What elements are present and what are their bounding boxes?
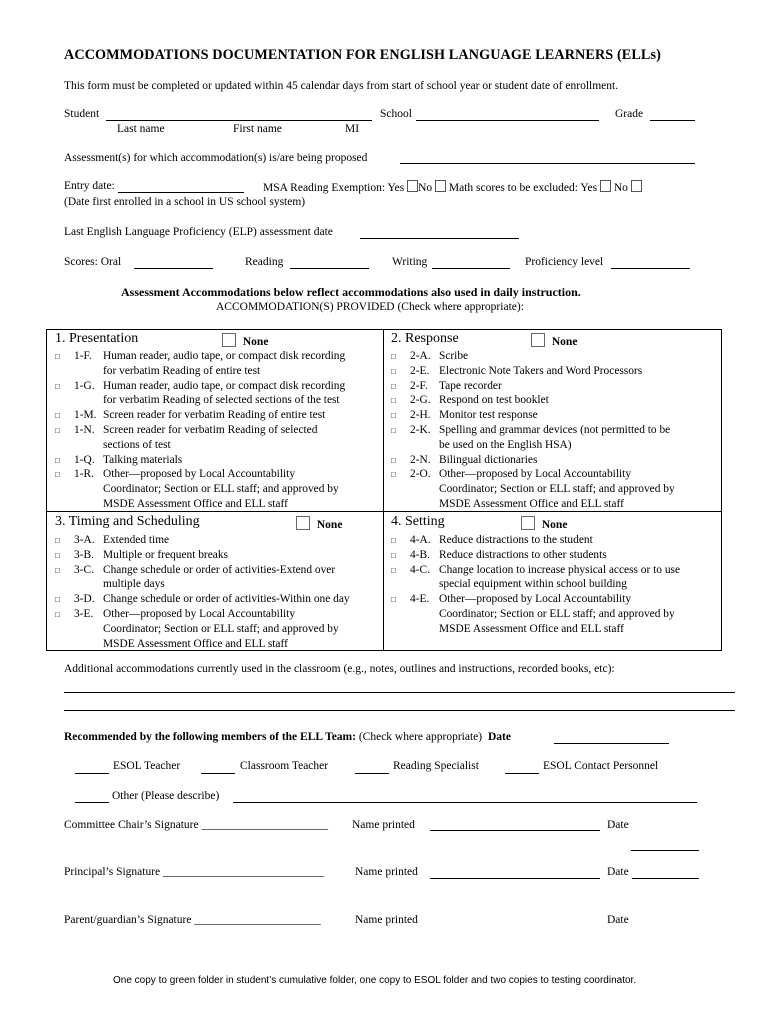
presentation-none-checkbox[interactable]	[222, 333, 236, 347]
response-item-checkbox[interactable]: □	[391, 396, 396, 406]
mi-label: MI	[345, 123, 360, 135]
setting-item-text: Reduce distractions to the student	[439, 534, 593, 546]
timing-item-checkbox[interactable]: □	[55, 565, 60, 575]
presentation-item-checkbox[interactable]: □	[55, 352, 60, 361]
msa-yes-label: MSA Reading Exemption: Yes	[263, 182, 405, 194]
response-item-checkbox[interactable]: □	[391, 470, 396, 480]
response-item-checkbox[interactable]: □	[391, 352, 396, 361]
section-presentation-title: 1. Presentation	[55, 331, 139, 346]
esol-contact-label: ESOL Contact Personnel	[543, 760, 659, 772]
grade-label: Grade	[615, 108, 644, 120]
other-member-check[interactable]	[75, 802, 109, 803]
timing-item-text: Multiple or frequent breaks	[103, 548, 228, 561]
timing-item-code: 3-E.	[74, 608, 94, 620]
presentation-item-code: 1-F.	[74, 350, 92, 362]
additional-line-2[interactable]	[64, 710, 735, 711]
parent-date-label: Date	[607, 914, 629, 926]
timing-item-checkbox[interactable]: □	[55, 595, 60, 605]
presentation-item-code: 1-R.	[74, 468, 94, 481]
esol-teacher-label: ESOL Teacher	[113, 760, 181, 772]
other-member-label: Other (Please describe)	[112, 790, 220, 802]
math-yes-checkbox[interactable]	[600, 180, 611, 192]
presentation-item-text: Human reader, audio tape, or compact disk recording	[103, 350, 346, 362]
entry-date-field[interactable]	[118, 192, 244, 193]
other-member-field[interactable]	[233, 802, 697, 803]
reading-specialist-label: Reading Specialist	[393, 760, 479, 772]
accommodations-subheading: ACCOMMODATION(S) PROVIDED (Check where appropriate):	[216, 301, 524, 313]
setting-item-text: special equipment within school building	[439, 578, 627, 591]
setting-item-checkbox[interactable]: □	[391, 595, 396, 605]
school-label: School	[380, 108, 412, 120]
timing-item-code: 3-C.	[74, 563, 94, 576]
parent-name-printed-label: Name printed	[355, 914, 418, 926]
setting-item-code: 4-C.	[410, 563, 430, 576]
timing-item-code: 3-B.	[74, 548, 94, 561]
chair-signature-label: Committee Chair’s Signature ______________________	[64, 819, 328, 831]
response-item-text: Other—proposed by Local Accountability	[439, 468, 632, 481]
setting-none-label: None	[541, 519, 568, 531]
principal-date-label: Date	[607, 866, 629, 878]
reading-score-field[interactable]	[290, 268, 369, 269]
school-field[interactable]	[416, 120, 599, 121]
presentation-item-code: 1-M.	[74, 409, 97, 422]
proficiency-level-field[interactable]	[611, 268, 690, 269]
response-item-checkbox[interactable]: □	[391, 411, 396, 421]
chair-name-printed-label: Name printed	[352, 819, 415, 831]
reading-specialist-check[interactable]	[355, 773, 389, 774]
timing-item-text: Coordinator; Section or ELL staff; and approved by	[103, 622, 339, 635]
section-setting-title: 4. Setting	[391, 514, 445, 529]
writing-score-field[interactable]	[432, 268, 510, 269]
setting-item-text: Other—proposed by Local Accountability	[439, 593, 632, 606]
presentation-item-text: Screen reader for verbatim Reading of selected	[103, 424, 318, 436]
msa-no-label: No	[418, 182, 433, 194]
presentation-item-code: 1-Q.	[74, 453, 95, 466]
timing-item-checkbox[interactable]: □	[55, 550, 60, 560]
principal-date-field[interactable]	[632, 878, 699, 879]
reading-score-label: Reading	[245, 256, 284, 268]
principal-name-printed-label: Name printed	[355, 866, 418, 878]
setting-item-text: Coordinator; Section or ELL staff; and approved by	[439, 608, 675, 620]
timing-item-text: Change schedule or order of activities-Within one day	[103, 593, 350, 606]
student-name-field[interactable]	[106, 120, 372, 121]
presentation-none	[222, 333, 268, 348]
response-item-checkbox[interactable]: □	[391, 455, 396, 465]
setting-item-checkbox[interactable]: □	[391, 536, 396, 545]
presentation-item-checkbox[interactable]: □	[55, 381, 60, 391]
proficiency-level-label: Proficiency level	[525, 256, 604, 268]
form-title: ACCOMMODATIONS DOCUMENTATION FOR ENGLISH LANGUAGE LEARNERS (ELLs)	[64, 47, 661, 63]
response-item-text: Tape recorder	[439, 379, 502, 392]
presentation-item-checkbox[interactable]: □	[55, 411, 60, 421]
presentation-item-text: for verbatim Reading of selected sections of the test	[103, 394, 340, 407]
response-none-label: None	[551, 336, 578, 348]
section-timing-title: 3. Timing and Scheduling	[55, 514, 200, 529]
elp-date-field[interactable]	[360, 238, 519, 239]
response-item-checkbox[interactable]: □	[391, 381, 396, 391]
entry-date-note: (Date first enrolled in a school in US school system)	[64, 196, 306, 208]
principal-name-printed-field[interactable]	[430, 878, 600, 879]
recommended-by	[64, 731, 511, 743]
timing-item-code: 3-A.	[74, 534, 95, 546]
timing-none-checkbox[interactable]	[296, 516, 310, 530]
response-item-text: Respond on test booklet	[439, 394, 549, 407]
presentation-item-checkbox[interactable]: □	[55, 455, 60, 465]
presentation-item-code: 1-N.	[74, 424, 95, 436]
classroom-teacher-label: Classroom Teacher	[240, 760, 329, 772]
setting-none-checkbox[interactable]	[521, 516, 535, 530]
instruction-text: This form must be completed or updated within 45 calendar days from start of school year or student date of enrollment.	[64, 80, 619, 92]
response-item-text: Scribe	[439, 350, 469, 362]
presentation-item-text: for verbatim Reading of entire test	[103, 364, 261, 377]
oral-score-field[interactable]	[134, 268, 213, 269]
additional-accommodations-label: Additional accommodations currently used in the classroom (e.g., notes, outlines and instructions, recorded books, etc):	[64, 663, 615, 675]
msa-reading-exemption	[263, 180, 642, 194]
msa-yes-checkbox[interactable]	[407, 180, 418, 192]
recommended-rest: (Check where appropriate)	[358, 731, 483, 743]
esol-teacher-check[interactable]	[75, 773, 109, 774]
principal-signature-label: Principal’s Signature ____________________________	[64, 866, 325, 878]
first-name-label: First name	[233, 123, 282, 135]
presentation-item-text: MSDE Assessment Office and ELL staff	[103, 498, 288, 510]
presentation-item-code: 1-G.	[74, 379, 95, 392]
elp-label: Last English Language Proficiency (ELP) assessment date	[64, 226, 333, 238]
timing-item-text: multiple days	[103, 578, 165, 591]
entry-date-label: Entry date:	[64, 180, 115, 192]
team-date-field[interactable]	[554, 743, 669, 744]
response-item-checkbox[interactable]: □	[391, 366, 396, 376]
scores-oral-label: Scores: Oral	[64, 256, 122, 268]
chair-date-label: Date	[607, 819, 629, 831]
response-item-code: 2-O.	[410, 468, 431, 481]
response-item-code: 2-F.	[410, 379, 428, 392]
presentation-item-text: Talking materials	[103, 453, 183, 466]
response-item-text: Coordinator; Section or ELL staff; and approved by	[439, 483, 675, 496]
classroom-teacher-check[interactable]	[201, 773, 235, 774]
math-no-checkbox[interactable]	[631, 180, 642, 192]
recommended-bold: Recommended by the following members of the ELL Team:	[64, 731, 356, 743]
response-item-code: 2-E.	[410, 364, 430, 377]
setting-item-code: 4-A.	[410, 534, 431, 546]
footer-note: One copy to green folder in student’s cumulative folder, one copy to ESOL folder and two copies to testing coordinator.	[113, 975, 637, 986]
grid-vertical-divider	[383, 329, 384, 650]
response-item-code: 2-H.	[410, 409, 431, 422]
student-label: Student	[64, 108, 100, 120]
timing-none	[296, 516, 342, 531]
response-item-text: be used on the English HSA)	[439, 438, 572, 451]
accommodations-heading: Assessment Accommodations below reflect accommodations also used in daily instruction.	[121, 285, 581, 299]
setting-item-text: Reduce distractions to other students	[439, 548, 607, 561]
esol-contact-check[interactable]	[505, 773, 539, 774]
timing-item-text: MSDE Assessment Office and ELL staff	[103, 637, 288, 650]
chair-name-printed-field[interactable]	[430, 830, 600, 831]
response-item-text: MSDE Assessment Office and ELL staff	[439, 498, 624, 510]
presentation-item-checkbox[interactable]: □	[55, 470, 60, 480]
presentation-item-text: Screen reader for verbatim Reading of entire test	[103, 409, 326, 422]
chair-date-field[interactable]	[631, 850, 699, 851]
timing-item-code: 3-D.	[74, 593, 95, 606]
response-item-text: Monitor test response	[439, 409, 538, 422]
timing-item-text: Extended time	[103, 534, 170, 546]
additional-line-1[interactable]	[64, 692, 735, 693]
response-item-code: 2-K.	[410, 424, 431, 436]
timing-none-label: None	[316, 519, 343, 531]
setting-item-code: 4-B.	[410, 548, 430, 561]
setting-item-checkbox[interactable]: □	[391, 550, 396, 560]
setting-item-text: MSDE Assessment Office and ELL staff	[439, 622, 624, 635]
presentation-item-text: Coordinator; Section or ELL staff; and approved by	[103, 483, 339, 496]
section-response-title: 2. Response	[391, 331, 459, 346]
response-none	[531, 333, 577, 348]
timing-item-checkbox[interactable]: □	[55, 610, 60, 619]
response-item-text: Bilingual dictionaries	[439, 453, 538, 466]
response-item-checkbox[interactable]: □	[391, 426, 396, 435]
setting-item-checkbox[interactable]: □	[391, 565, 396, 575]
math-yes-label: Math scores to be excluded: Yes	[448, 182, 598, 194]
assessment-field[interactable]	[400, 163, 695, 164]
math-no-label: No	[613, 182, 628, 194]
grade-field[interactable]	[650, 120, 695, 121]
setting-item-text: Change location to increase physical access or to use	[439, 563, 681, 576]
response-item-code: 2-G.	[410, 394, 431, 407]
assessment-label: Assessment(s) for which accommodation(s) is/are being proposed	[64, 152, 368, 164]
team-date-label: Date	[487, 731, 511, 743]
last-name-label: Last name	[117, 123, 165, 135]
presentation-item-checkbox[interactable]: □	[55, 426, 60, 435]
presentation-none-label: None	[242, 336, 269, 348]
setting-none	[521, 516, 567, 531]
timing-item-text: Change schedule or order of activities-Extend over	[103, 563, 336, 576]
msa-no-checkbox[interactable]	[435, 180, 446, 192]
response-item-text: Spelling and grammar devices (not permitted to be	[439, 424, 671, 436]
writing-score-label: Writing	[392, 256, 428, 268]
response-item-code: 2-A.	[410, 350, 431, 362]
timing-item-text: Other—proposed by Local Accountability	[103, 608, 296, 620]
response-none-checkbox[interactable]	[531, 333, 545, 347]
parent-signature-label: Parent/guardian’s Signature ______________________	[64, 914, 321, 926]
response-item-code: 2-N.	[410, 453, 431, 466]
presentation-item-text: Other—proposed by Local Accountability	[103, 468, 296, 481]
presentation-item-text: sections of test	[103, 438, 171, 451]
presentation-item-text: Human reader, audio tape, or compact disk recording	[103, 379, 346, 392]
setting-item-code: 4-E.	[410, 593, 430, 606]
response-item-text: Electronic Note Takers and Word Processors	[439, 364, 643, 377]
timing-item-checkbox[interactable]: □	[55, 536, 60, 545]
